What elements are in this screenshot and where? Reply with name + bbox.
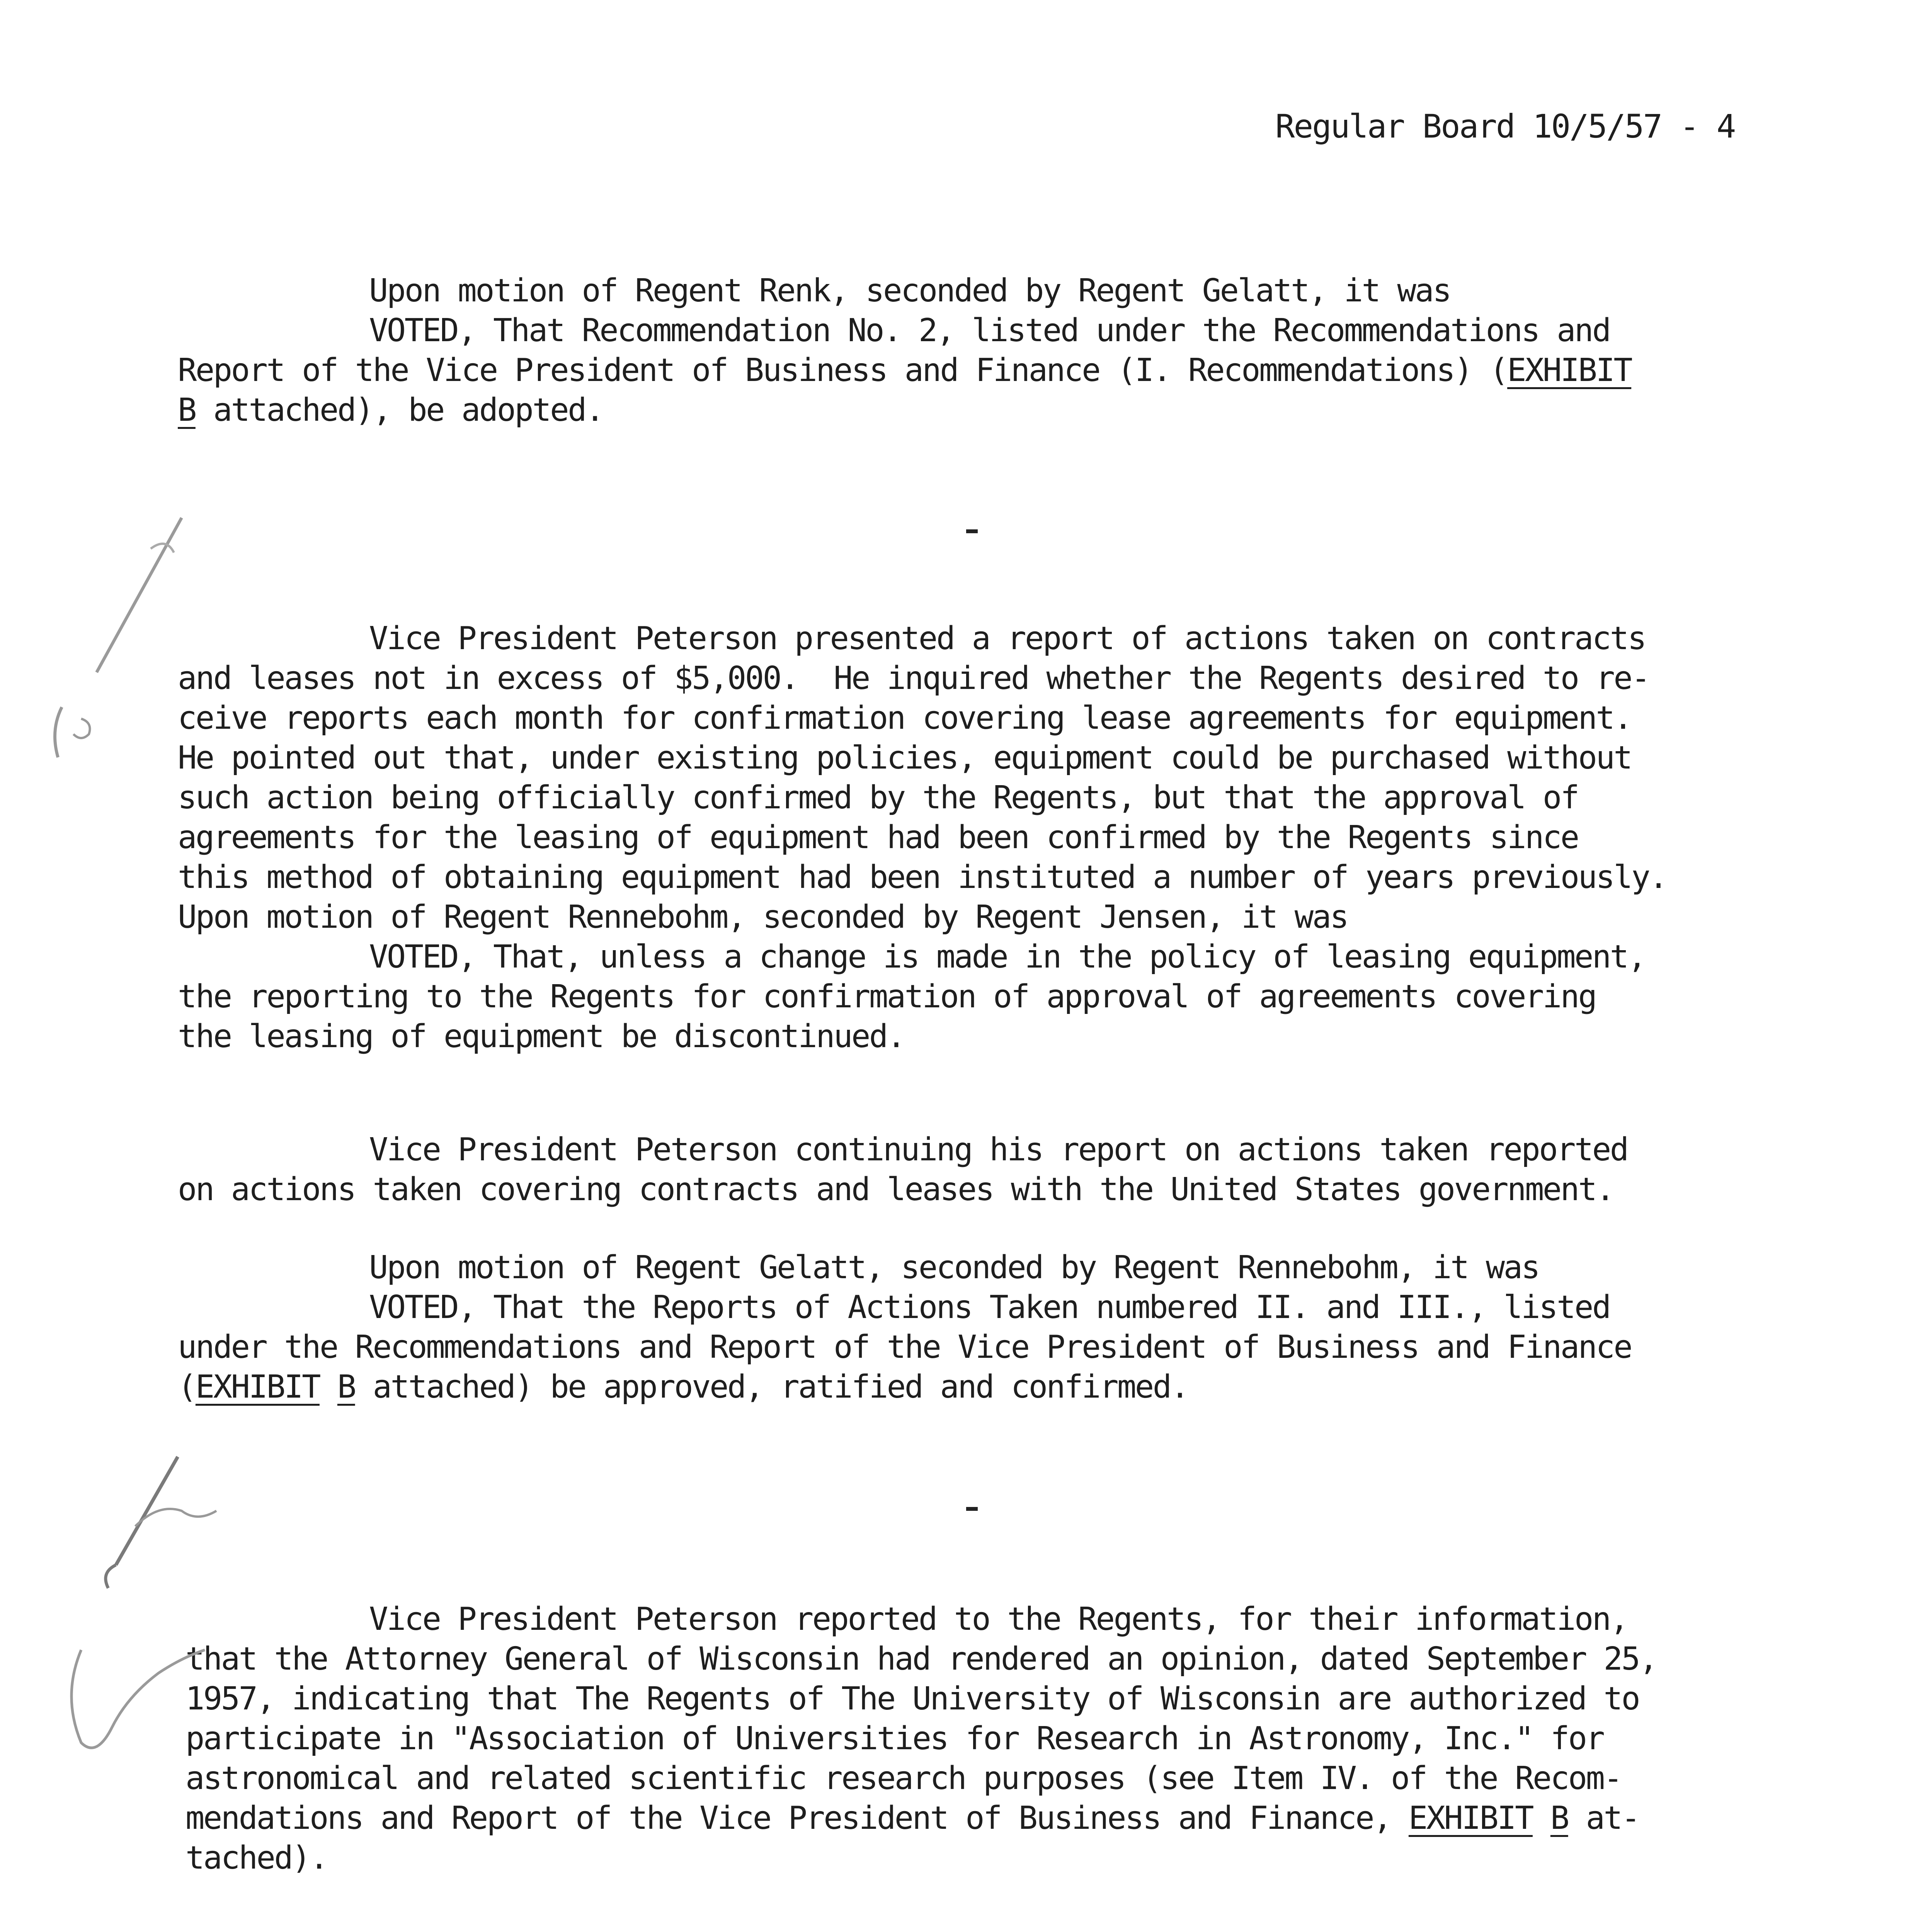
exhibit-ref: EXHIBIT [1507,352,1632,389]
p2-line-10: the reporting to the Regents for confirmation of approval of agreements covering [178,978,1596,1015]
p3-line-1: Vice President Peterson continuing his report on actions taken reported [369,1131,1628,1168]
p4-line-4-text: attached) be approved, ratified and confirmed. [355,1369,1188,1405]
p4-paren: ( [178,1369,196,1405]
p2-line-11: the leasing of equipment be discontinued. [178,1018,905,1055]
exhibit-letter: B [178,392,196,429]
p1-line-1: Upon motion of Regent Renk, seconded by Regent Gelatt, it was [369,272,1450,309]
p4-line-1: Upon motion of Regent Gelatt, seconded by Regent Rennebohm, it was [369,1249,1539,1286]
p5-line-4: participate in "Association of Universities for Research in Astronomy, Inc." for [185,1720,1604,1757]
p5-line-6-text: mendations and Report of the Vice President of Business and Finance, [185,1800,1409,1837]
section-divider [966,529,978,533]
p5-line-1: Vice President Peterson reported to the Regents, for their information, [369,1601,1628,1638]
p4-line-2: VOTED, That the Reports of Actions Taken numbered II. and III., listed [369,1289,1610,1326]
p1-line-3-text: Report of the Vice President of Business and Finance (I. Recommendations) ( [178,352,1508,389]
p4-line-3: under the Recommendations and Report of the Vice President of Business and Finance [178,1329,1632,1366]
p2-line-7: this method of obtaining equipment had been instituted a number of years previously. [178,859,1667,896]
p2-line-5: such action being officially confirmed by the Regents, but that the approval of [178,779,1578,816]
p3-line-2: on actions taken covering contracts and leases with the United States government. [178,1171,1614,1208]
p2-line-6: agreements for the leasing of equipment had been confirmed by the Regents since [178,819,1578,856]
exhibit-letter: B [1550,1800,1568,1837]
p2-line-2: and leases not in excess of $5,000. He inquired whether the Regents desired to re- [178,660,1649,697]
p5-line-5: astronomical and related scientific research purposes (see Item IV. of the Recom- [185,1760,1622,1797]
p5-line-6 [185,1800,1639,1837]
p1-line-4-text: attached), be adopted. [195,392,603,429]
p1-line-4 [178,392,603,429]
p2-line-9: VOTED, That, unless a change is made in the policy of leasing equipment, [369,939,1646,975]
p5-line-6-end: at- [1568,1800,1639,1837]
p2-line-4: He pointed out that, under existing policies, equipment could be purchased without [178,740,1632,776]
p4-line-4 [178,1371,1188,1403]
pencil-annotation [35,502,197,773]
p2-line-8: Upon motion of Regent Rennebohm, seconded by Regent Jensen, it was [178,899,1348,935]
p1-line-2: VOTED, That Recommendation No. 2, listed under the Recommendations and [369,312,1610,349]
exhibit-ref: EXHIBIT [195,1369,320,1405]
pencil-annotation [58,1449,290,1797]
p5-line-2: that the Attorney General of Wisconsin had rendered an opinion, dated September 25, [185,1641,1657,1677]
p5-line-3: 1957, indicating that The Regents of The University of Wisconsin are authorized to [185,1680,1639,1717]
p2-line-3: ceive reports each month for confirmation covering lease agreements for equipment. [178,700,1632,736]
p1-line-3 [178,352,1632,389]
section-divider [966,1507,978,1511]
p5-line-7: tached). [185,1840,327,1876]
exhibit-letter: B [337,1369,355,1405]
exhibit-ref: EXHIBIT [1408,1800,1533,1837]
page-header: Regular Board 10/5/57 - 4 [1275,107,1735,145]
p2-line-1: Vice President Peterson presented a report of actions taken on contracts [369,620,1646,657]
